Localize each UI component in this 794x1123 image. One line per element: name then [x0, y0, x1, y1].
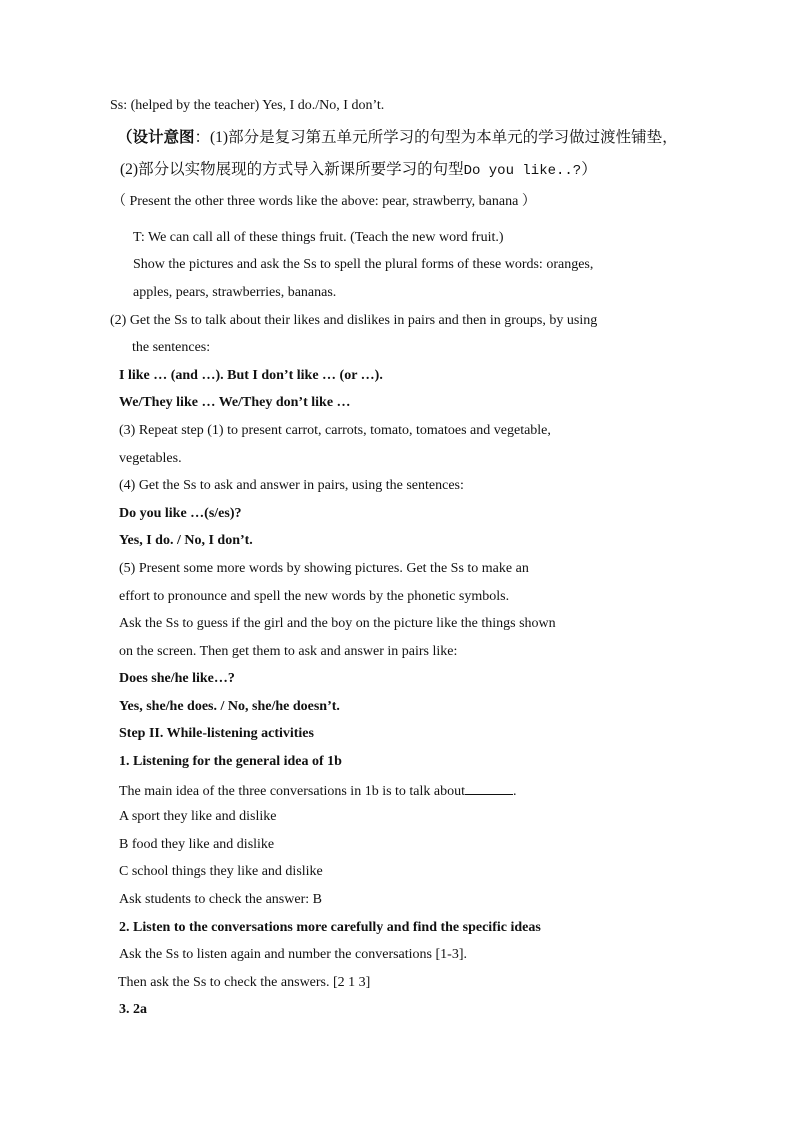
sentence-pattern: Does she/he like…? [119, 671, 235, 686]
answer-blank [465, 781, 513, 795]
text-line: Ask students to check the answer: B [119, 892, 322, 907]
text-line: Show the pictures and ask the Ss to spell the plural forms of these words: oranges, [133, 257, 594, 272]
code-sentence: Do you like..? [463, 163, 582, 179]
design-intent-label: （设计意图 [117, 129, 195, 146]
design-intent-line-2 [120, 161, 597, 180]
text-line: Then ask the Ss to check the answers. [2 1 3] [118, 975, 371, 990]
question-text: The main idea of the three conversations in 1b is to talk about [119, 784, 466, 799]
sentence-pattern: Do you like …(s/es)? [119, 506, 242, 521]
text-line: the sentences: [132, 340, 211, 355]
text-line: apples, pears, strawberries, bananas. [133, 285, 337, 300]
closing-paren: ） [581, 161, 597, 178]
text-line: (5) Present some more words by showing pictures. Get the Ss to make an [119, 561, 529, 576]
design-intent-text: ：(1)部分是复习第五单元所学习的句型为本单元的学习做过渡性铺垫， [194, 129, 678, 146]
text-line: T: We can call all of these things fruit. (Teach the new word fruit.) [133, 230, 504, 245]
text-line: (4) Get the Ss to ask and answer in pairs, using the sentences: [119, 478, 464, 493]
question-period: . [513, 784, 517, 799]
sentence-pattern: I like … (and …). But I don’t like … (or …). [119, 368, 383, 383]
text-line: （ Present the other three words like the above: pear, strawberry, banana ） [112, 194, 536, 209]
sentence-pattern: Yes, she/he does. / No, she/he doesn’t. [119, 699, 340, 714]
section-heading: 2. Listen to the conversations more carefully and find the specific ideas [119, 920, 541, 935]
design-intent-line [117, 129, 678, 147]
step-heading: Step II. While-listening activities [119, 726, 314, 741]
sentence-pattern: We/They like … We/They don’t like … [119, 395, 351, 410]
section-heading: 3. 2a [119, 1002, 147, 1017]
question-line [119, 781, 517, 801]
text-line: (3) Repeat step (1) to present carrot, carrots, tomato, tomatoes and vegetable, [119, 423, 551, 438]
design-intent-text-2: (2)部分以实物展现的方式导入新课所要学习的句型 [120, 161, 464, 178]
text-line: Ask the Ss to guess if the girl and the boy on the picture like the things shown [119, 616, 556, 631]
text-line: vegetables. [119, 451, 182, 466]
text-line: (2) Get the Ss to talk about their likes and dislikes in pairs and then in groups, by using [110, 313, 598, 328]
text-line: effort to pronounce and spell the new words by the phonetic symbols. [119, 589, 510, 604]
section-heading: 1. Listening for the general idea of 1b [119, 754, 342, 769]
option-a: A sport they like and dislike [119, 809, 277, 824]
option-c: C school things they like and dislike [119, 864, 323, 879]
text-line: Ss: (helped by the teacher) Yes, I do./No, I don’t. [110, 98, 385, 113]
text-line: Ask the Ss to listen again and number the conversations [1-3]. [119, 947, 467, 962]
option-b: B food they like and dislike [119, 837, 275, 852]
text-line: on the screen. Then get them to ask and answer in pairs like: [119, 644, 458, 659]
sentence-pattern: Yes, I do. / No, I don’t. [119, 533, 253, 548]
